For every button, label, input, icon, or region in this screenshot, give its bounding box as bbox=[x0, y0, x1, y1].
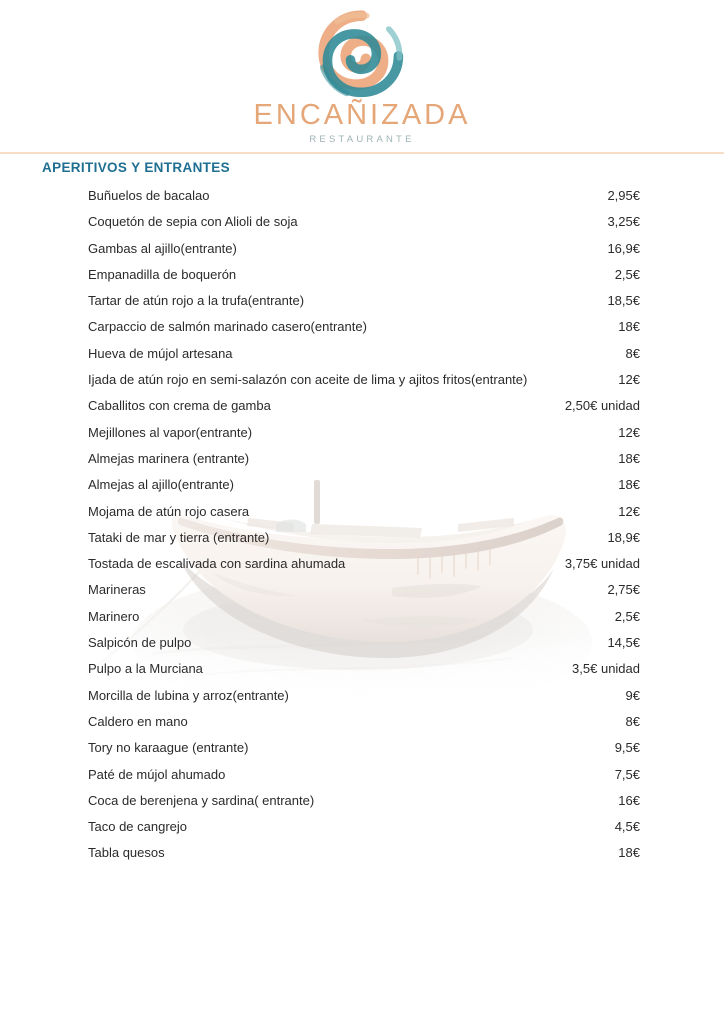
menu-item-name: Empanadilla de boquerón bbox=[88, 266, 237, 282]
header-divider bbox=[0, 152, 724, 154]
menu-item-name: Coquetón de sepia con Alioli de soja bbox=[88, 214, 298, 230]
wave-spiral-icon bbox=[313, 8, 411, 100]
menu-item-price: 2,95€ bbox=[607, 188, 640, 203]
brand-subtitle: RESTAURANTE bbox=[309, 134, 415, 145]
menu-item bbox=[0, 346, 724, 372]
menu-item bbox=[0, 556, 724, 582]
menu-item-name: Mejillones al vapor(entrante) bbox=[88, 424, 253, 440]
menu-item-name: Coca de berenjena y sardina( entrante) bbox=[88, 792, 315, 808]
menu-item-name: Tartar de atún rojo a la trufa(entrante) bbox=[88, 293, 305, 309]
menu-item bbox=[0, 188, 724, 214]
menu-item bbox=[0, 372, 724, 398]
menu-item bbox=[0, 793, 724, 819]
menu-item bbox=[0, 451, 724, 477]
menu-item bbox=[0, 477, 724, 503]
menu-item-name: Marineras bbox=[88, 582, 146, 598]
menu-item-price: 2,5€ bbox=[614, 266, 640, 282]
menu-item-price: 18€ bbox=[618, 319, 640, 335]
menu-item-price: 3,5€ unidad bbox=[572, 661, 640, 677]
menu-item-price: 9€ bbox=[625, 687, 640, 703]
menu-item-price: 18,5€ bbox=[607, 293, 640, 309]
menu-item bbox=[0, 214, 724, 240]
menu-item-name: Paté de mújol ahumado bbox=[88, 766, 226, 782]
menu-item-name: Almejas marinera (entrante) bbox=[88, 450, 250, 466]
menu-item bbox=[0, 740, 724, 766]
menu-item-price: 8€ bbox=[625, 713, 640, 729]
menu-item bbox=[0, 609, 724, 635]
menu-item-price: 12€ bbox=[618, 424, 640, 440]
menu-item-price: 16,9€ bbox=[607, 240, 640, 256]
menu-item bbox=[0, 504, 724, 530]
menu-item-price: 18,9€ bbox=[607, 529, 640, 545]
menu-item-price: 3,25€ bbox=[607, 214, 640, 230]
menu-item-price: 16€ bbox=[618, 792, 640, 808]
menu-item-name: Morcilla de lubina y arroz(entrante) bbox=[88, 687, 289, 703]
menu-item-name: Salpicón de pulpo bbox=[88, 635, 192, 651]
menu-item-price: 4,5€ bbox=[614, 819, 640, 835]
menu-item-name: Caldero en mano bbox=[88, 713, 188, 729]
menu-item-name: Taco de cangrejo bbox=[88, 819, 188, 835]
menu-item-price: 2,5€ bbox=[614, 608, 640, 624]
menu-item-name: Carpaccio de salmón marinado casero(entrante) bbox=[88, 319, 367, 335]
menu-item-name: Ijada de atún rojo en semi-salazón con aceite de lima y ajitos fritos(entrante) bbox=[88, 372, 528, 388]
menu-item bbox=[0, 582, 724, 608]
menu-item-price: 18€ bbox=[618, 477, 640, 493]
menu-item-name: Marinero bbox=[88, 608, 140, 624]
page-title: APERITIVOS Y ENTRANTES bbox=[42, 160, 230, 175]
menu-section bbox=[0, 160, 724, 872]
menu-item-name: Buñuelos de bacalao bbox=[88, 188, 210, 203]
menu-item-name: Tataki de mar y tierra (entrante) bbox=[88, 529, 270, 545]
menu-item-name: Tostada de escalivada con sardina ahumada bbox=[88, 556, 346, 572]
menu-item-price: 3,75€ unidad bbox=[564, 556, 640, 572]
menu-item bbox=[0, 425, 724, 451]
menu-item bbox=[0, 635, 724, 661]
menu-item-name: Hueva de mújol artesana bbox=[88, 345, 233, 361]
menu-item-price: 7,5€ bbox=[614, 766, 640, 782]
menu-item bbox=[0, 767, 724, 793]
menu-item-name: Tabla quesos bbox=[88, 845, 165, 861]
menu-item bbox=[0, 845, 724, 871]
menu-item bbox=[0, 661, 724, 687]
menu-item bbox=[0, 241, 724, 267]
menu-item bbox=[0, 398, 724, 424]
menu-item-price: 18€ bbox=[618, 845, 640, 861]
menu-item-name: Mojama de atún rojo casera bbox=[88, 503, 250, 519]
menu-item-name: Caballitos con crema de gamba bbox=[88, 398, 271, 414]
menu-item bbox=[0, 714, 724, 740]
menu-item-name: Tory no karaague (entrante) bbox=[88, 740, 249, 756]
menu-item-price: 2,50€ unidad bbox=[564, 398, 640, 414]
menu-item-price: 9,5€ bbox=[614, 740, 640, 756]
menu-item-price: 12€ bbox=[618, 372, 640, 388]
menu-item-price: 12€ bbox=[618, 503, 640, 519]
brand-name: ENCAÑIZADA bbox=[253, 99, 471, 131]
menu-item bbox=[0, 819, 724, 845]
menu-item bbox=[0, 319, 724, 345]
menu-item-price: 14,5€ bbox=[607, 635, 640, 651]
menu-item-price: 18€ bbox=[618, 450, 640, 466]
menu-item bbox=[0, 293, 724, 319]
brand-header bbox=[0, 0, 724, 153]
menu-item-name: Gambas al ajillo(entrante) bbox=[88, 240, 237, 256]
menu-item bbox=[0, 267, 724, 293]
menu-item-price: 8€ bbox=[625, 345, 640, 361]
menu-item-price: 2,75€ bbox=[607, 582, 640, 598]
menu-item bbox=[0, 688, 724, 714]
menu-item-list bbox=[0, 188, 724, 872]
menu-item bbox=[0, 530, 724, 556]
menu-item-name: Pulpo a la Murciana bbox=[88, 661, 203, 677]
menu-item-name: Almejas al ajillo(entrante) bbox=[88, 477, 234, 493]
